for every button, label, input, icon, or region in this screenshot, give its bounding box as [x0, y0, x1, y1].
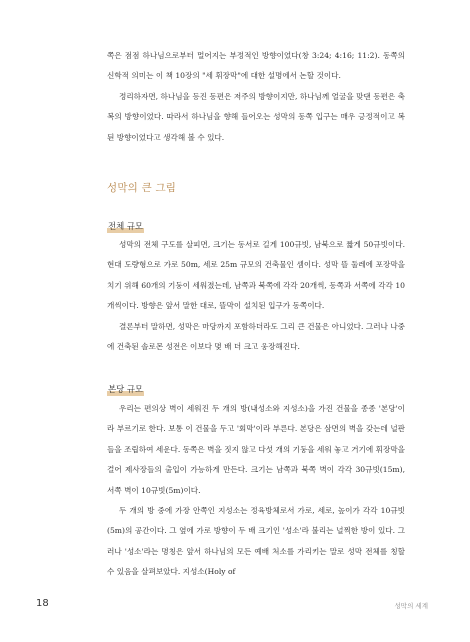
running-title: 성막의 세계: [394, 602, 428, 610]
section-title: 성막의 큰 그림: [107, 182, 177, 194]
page-number: 18: [36, 598, 49, 609]
intro-paragraph-1: 쪽은 점점 하나님으로부터 멀어지는 부정적인 방향이었다(창 3:24; 4:16; 11:2). 동쪽의 신학적 의미는 이 책 10장의 "세 휘장막"에 대한 설명에서 논할 것이다.: [107, 51, 405, 81]
intro-paragraph-2: 정리하자면, 하나님을 등진 동편은 저주의 방향이지만, 하나님께 얼굴을 맞댄 동편은 축복의 방향이었다. 따라서 하나님을 향해 들어오는 성막의 동쪽 입구는 매우 긍정적이고 복된 방향이었다고 생각해 볼 수 있다.: [107, 91, 405, 142]
intro-text: [107, 46, 405, 148]
main-heading: [107, 383, 144, 395]
overall-heading-text: 전체 규모: [108, 221, 144, 231]
overall-text: [107, 235, 405, 357]
main-paragraph-2: 두 개의 방 중에 가장 안쪽인 지성소는 정육방체로서 가로, 세로, 높이가 각각 10규빗(5m)의 공간이다. 그 옆에 가로 방향이 두 배 크기인 '성소'라 불리는 널찍한 방이 있다. 그러나 '성소'라는 명칭은 앞서 하나님의 모든 예배 처소를 가리키는 말로 성막 전체를 칭할 수 있음을 살펴보았다. 지성소(Holy of: [107, 506, 405, 577]
overall-paragraph-2: 결론부터 말하면, 성막은 마당까지 포함하더라도 그리 큰 건물은 아니었다. 그러나 나중에 건축된 솔로몬 성전은 이보다 몇 배 더 크고 웅장해진다.: [107, 321, 405, 352]
overall-heading: [107, 220, 144, 232]
overall-paragraph-1: 성막의 전체 구도를 살피면, 크기는 동서로 길게 100규빗, 남북으로 짧게 50규빗이다. 현대 도량형으로 가로 50m, 세로 25m 규모의 건축물인 셈이다. 성막 뜰 둘레에 포장막을 치기 위해 60개의 기둥이 세워졌는데, 남쪽과 북쪽에 각각 20개씩, 동쪽과 서쪽에 각각 10개씩이다. 방향은 앞서 말한 대로, 뜰막이 설치된 입구가 동쪽이다.: [107, 240, 405, 311]
main-text: [107, 399, 405, 583]
main-heading-text: 본당 규모: [108, 384, 144, 394]
main-paragraph-1: 우리는 편의상 벽이 세워진 두 개의 방(내성소와 지성소)을 가진 건물을 종종 '본당'이라 부르기로 한다. 보통 이 건물을 두고 '회막'이라 부른다. 본당은 삼면의 벽을 갖는데 널판들을 조립하여 세운다. 동쪽은 벽을 짓지 않고 다섯 개의 기둥을 세워 놓고 거기에 휘장막을 걸어 제사장들의 출입이 가능하게 만든다. 크기는 남쪽과 북쪽 벽이 각각 30규빗(15m), 서쪽 벽이 10규빗(5m)이다.: [107, 404, 405, 495]
